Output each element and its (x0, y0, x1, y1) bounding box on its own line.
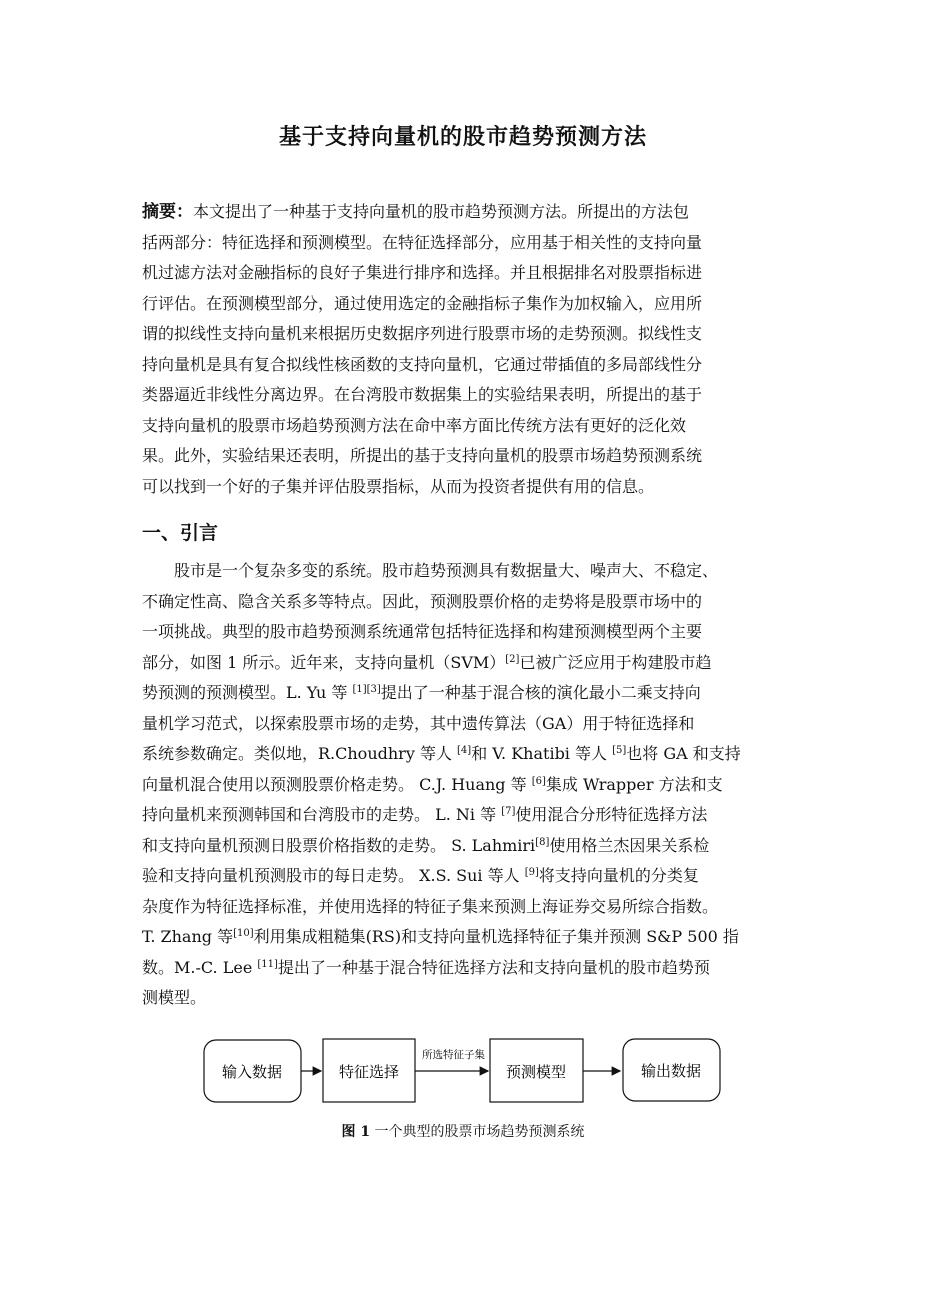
citation-11: [11] (257, 958, 278, 970)
abstract-line-9: 果。此外，实验结果还表明，所提出的基于支持向量机的股票市场趋势预测系统 (142, 446, 703, 465)
abstract-label: 摘要： (142, 202, 193, 222)
abstract-line-10: 可以找到一个好的子集并评估股票指标，从而为投资者提供有用的信息。 (142, 476, 655, 496)
intro-line-1: 股市是一个复杂多变的系统。股市趋势预测具有数据量大、噪声大、不稳定、 (174, 561, 719, 580)
node-input-data-label: 输入数据 (221, 1063, 283, 1081)
intro-line-5: 势预测的预测模型。L. Yu 等 [1][3]提出了一种基于混合核的演化最小二乘支持向 (142, 683, 701, 702)
citation-2: [2] (505, 653, 520, 665)
flow-diagram (180, 1030, 740, 1110)
intro-line-14: 数。M.-C. Lee [11]提出了一种基于混合特征选择方法和支持向量机的股市趋势预 (142, 957, 710, 977)
figure-caption-text: 一个典型的股票市场趋势预测系统 (370, 1124, 585, 1140)
abstract-line-2: 括两部分：特征选择和预测模型。在特征选择部分，应用基于相关性的支持向量 (142, 232, 703, 252)
abstract-line-4: 行评估。在预测模型部分，通过使用选定的金融指标子集作为加权输入，应用所 (142, 293, 703, 313)
intro-line-11: 验和支持向量机预测股市的每日走势。 X.S. Sui 等人 [9]将支持向量机的分类复 (142, 866, 699, 885)
intro-line-12: 杂度作为特征选择标准，并使用选择的特征子集来预测上海证券交易所综合指数。 (142, 896, 719, 916)
section-heading-introduction: 一、引言 (142, 522, 219, 544)
abstract-line-6: 持向量机是具有复合拟线性核函数的支持向量机，它通过带插值的多局部线性分 (142, 354, 703, 374)
citation-6: [6] (531, 775, 546, 787)
intro-line-15: 测模型。 (142, 988, 207, 1007)
abstract-line-8: 支持向量机的股票市场趋势预测方法在命中率方面比传统方法有更好的泛化效 (142, 415, 687, 435)
intro-line-4: 部分，如图 1 所示。近年来，支持向量机（SVM）[2]已被广泛应用于构建股市趋 (142, 652, 712, 672)
citation-9: [9] (524, 867, 539, 878)
citation-10: [10] (233, 928, 254, 939)
citation-8: [8] (535, 836, 550, 848)
introduction-paragraph (142, 556, 794, 1014)
abstract-line-3: 机过滤方法对金融指标的良好子集进行排序和选择。并且根据排名对股票指标进 (142, 263, 703, 282)
edge-label-selected-features: 所选特征子集 (422, 1049, 485, 1061)
intro-line-10: 和支持向量机预测日股票价格指数的走势。 S. Lahmiri[8]使用格兰杰因果关系检 (142, 835, 710, 855)
abstract (142, 197, 794, 502)
page-title: 基于支持向量机的股市趋势预测方法 (278, 125, 647, 150)
abstract-line-7: 类器逼近非线性分离边界。在台湾股市数据集上的实验结果表明，所提出的基于 (142, 385, 703, 404)
citation-4: [4] (457, 745, 472, 756)
abstract-line-5: 谓的拟线性支持向量机来根据历史数据序列进行股票市场的走势预测。拟线性支 (142, 324, 703, 343)
node-feature-selection-label: 特征选择 (338, 1063, 400, 1081)
node-prediction-model-label: 预测模型 (505, 1063, 567, 1081)
citation-1-3: [1][3] (352, 684, 381, 695)
citation-5: [5] (612, 745, 627, 756)
node-output-data-label: 输出数据 (640, 1062, 702, 1080)
intro-line-6: 量机学习范式，以探索股票市场的走势，其中遗传算法（GA）用于特征选择和 (142, 713, 695, 733)
intro-line-2: 不确定性高、隐含关系多等特点。因此，预测股票价格的走势将是股票市场中的 (142, 591, 703, 611)
citation-7: [7] (501, 806, 516, 817)
abstract-line-1: 摘要：本文提出了一种基于支持向量机的股市趋势预测方法。所提出的方法包 (142, 202, 690, 222)
intro-line-3: 一项挑战。典型的股市趋势预测系统通常包括特征选择和构建预测模型两个主要 (142, 622, 703, 641)
intro-line-8: 向量机混合使用以预测股票价格走势。 C.J. Huang 等 [6]集成 Wrapper 方法和支 (142, 774, 723, 794)
figure-number: 图 1 (341, 1124, 371, 1140)
intro-line-7: 系统参数确定。类似地，R.Choudhry 等人 [4]和 V. Khatibi 等人 [5]也将 GA 和支持 (142, 744, 741, 763)
intro-line-9: 持向量机来预测韩国和台湾股市的走势。 L. Ni 等 [7]使用混合分形特征选择方法 (142, 805, 708, 824)
intro-line-13: T. Zhang 等[10]利用集成粗糙集(RS)和支持向量机选择特征子集并预测 S&P 500 指 (142, 927, 739, 946)
figure-caption (0, 1121, 926, 1141)
